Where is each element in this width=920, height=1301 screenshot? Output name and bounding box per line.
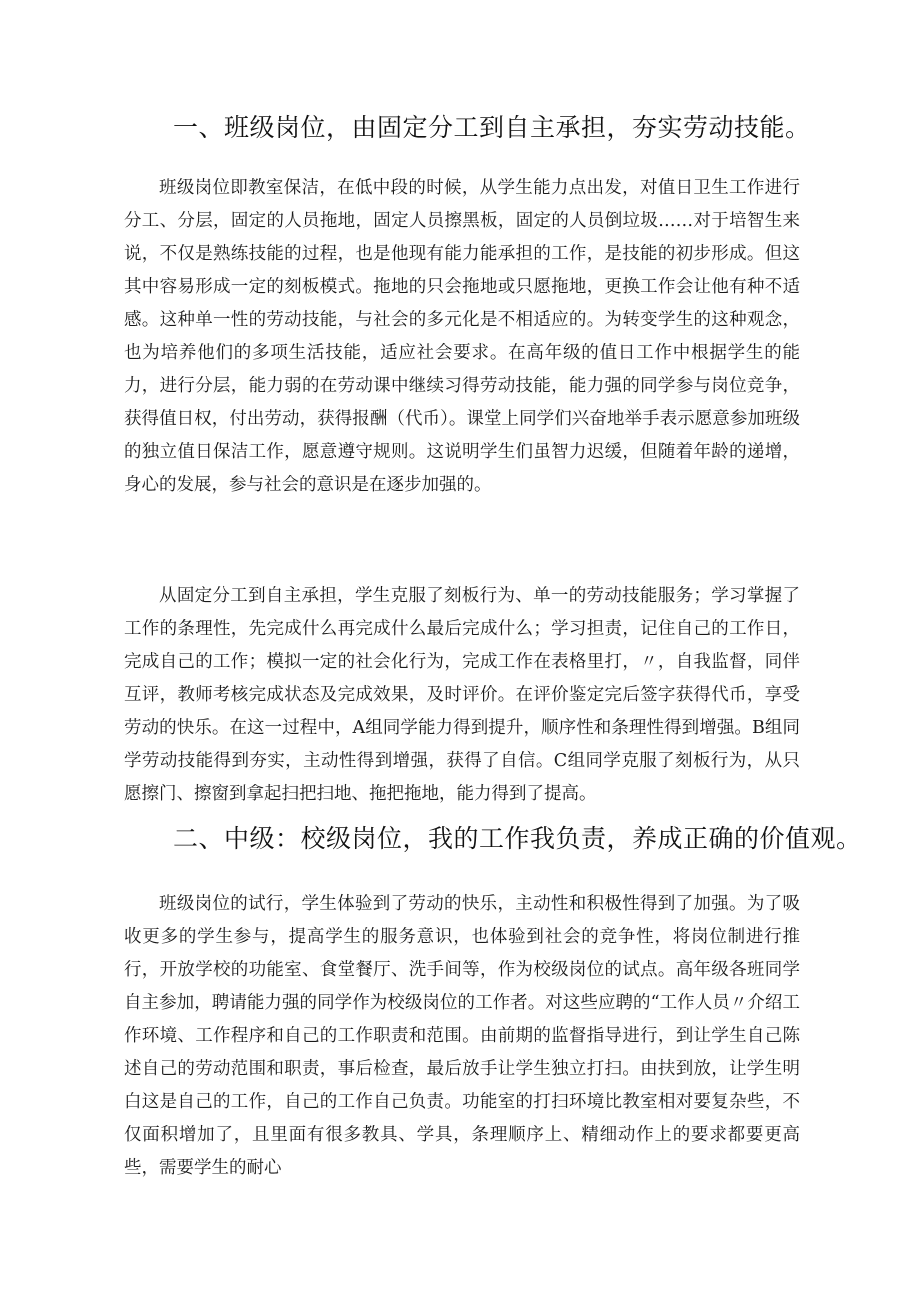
section-1-paragraph-2: 从固定分工到自主承担，学生克服了刻板行为、单一的劳动技能服务；学习掌握了工作的条理性，先完成什么再完成什么最后完成什么；学习担责，记住自己的工作日，完成自己的工作；模拟一定的社会化行为，完成工作在表格里打，〃，自我监督，同伴互评，教师考核完成状态及完成效果，及时评价。在评价鉴定完后签字获得代币，享受劳动的快乐。在这一过程中，A组同学能力得到提升，顺序性和条理性得到增强。B组同学劳动技能得到夯实，主动性得到增强，获得了自信。C组同学克服了刻板行为，从只愿擦门、擦窗到拿起扫把扫地、拖把拖地，能力得到了提高。 bbox=[124, 586, 800, 804]
section-heading-2: 二、中级：校级岗位，我的工作我负责，养成正确的价值观。 bbox=[173, 824, 862, 853]
section-heading-1: 一、班级岗位，由固定分工到自主承担，夯实劳动技能。 bbox=[173, 113, 811, 142]
section-2-paragraph-1: 班级岗位的试行，学生体验到了劳动的快乐，主动性和积极性得到了加强。为了吸收更多的学生参与，提高学生的服务意识，也体验到社会的竞争性，将岗位制进行推行，开放学校的功能室、食堂餐厅、洗手间等，作为校级岗位的试点。高年级各班同学自主参加，聘请能力强的同学作为校级岗位的工作者。对这些应聘的“工作人员〃介绍工作环境、工作程序和自己的工作职责和范围。由前期的监督指导进行，到让学生自己陈述自己的劳动范围和职责，事后检查，最后放手让学生独立打扫。由扶到放，让学生明白这是自己的工作，自己的工作自己负责。功能室的打扫环境比教室相对要复杂些，不仅面积增加了，且里面有很多教具、学具，条理顺序上、精细动作上的要求都要更高些，需要学生的耐心 bbox=[124, 894, 800, 1178]
section-1-paragraph-1: 班级岗位即教室保洁，在低中段的时候，从学生能力点出发，对值日卫生工作进行分工、分层，固定的人员拖地，固定人员擦黑板，固定的人员倒垃圾……对于培智生来说，不仅是熟练技能的过程，也是他现有能力能承担的工作，是技能的初步形成。但这其中容易形成一定的刻板模式。拖地的只会拖地或只愿拖地，更换工作会让他有种不适感。这种单一性的劳动技能，与社会的多元化是不相适应的。为转变学生的这种观念，也为培养他们的多项生活技能，适应社会要求。在高年级的值日工作中根据学生的能力，进行分层，能力弱的在劳动课中继续习得劳动技能，能力强的同学参与岗位竞争，获得值日权，付出劳动，获得报酬（代币）。课堂上同学们兴奋地举手表示愿意参加班级的独立值日保洁工作，愿意遵守规则。这说明学生们虽智力迟缓，但随着年龄的递增，身心的发展，参与社会的意识是在逐步加强的。 bbox=[124, 178, 800, 495]
